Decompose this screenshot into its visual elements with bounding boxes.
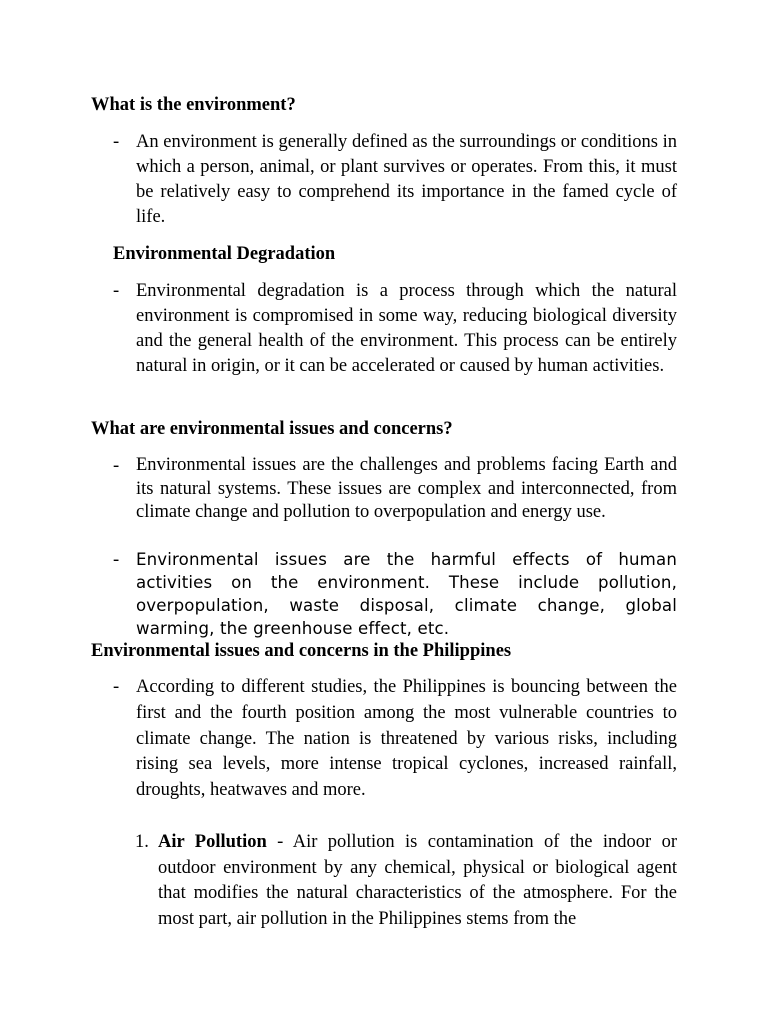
list-number: 1. xyxy=(135,832,149,852)
bullet-dash: - xyxy=(113,132,120,152)
term-air-pollution: Air Pollution xyxy=(158,832,267,852)
term-separator: - xyxy=(266,832,293,852)
bullet-text: According to different studies, the Philippines is bouncing between the first and the fourth position among the most vulnerable countries to climate change. The nation is threatened by various risks, including rising sea levels, more intense tropical cyclones, increased rainfall, droughts, heatwaves and more. xyxy=(136,677,677,801)
bullet-dash: - xyxy=(113,677,120,697)
bullet-dash: - xyxy=(113,456,120,476)
term-definition: Air pollution is contamination of the indoor or outdoor environment by any chemical, physical or biological agent that modifies the natural characteristics of the atmosphere. For the most part, air pollution in the Philippines stems from the xyxy=(158,832,677,929)
bullet-dash: - xyxy=(113,550,120,570)
bullet-text: Environmental issues are the challenges and problems facing Earth and its natural systems. These issues are complex and interconnected, from climate change and pollution to overpopulation and energy use. xyxy=(136,455,677,522)
bullet-text: Environmental issues are the harmful effects of human activities on the environment. These include pollution, overpopulation, waste disposal, climate change, global warming, the greenhouse effect, etc. xyxy=(136,550,677,638)
bullet-text: Environmental degradation is a process through which the natural environment is compromised in some way, reducing biological diversity and the general health of the environment. This process can be entirely natural in origin, or it can be accelerated or caused by human activities. xyxy=(136,281,677,376)
bullet-dash: - xyxy=(113,281,120,301)
heading-philippines-issues: Environmental issues and concerns in the Philippines xyxy=(91,641,512,661)
heading-environmental-degradation: Environmental Degradation xyxy=(113,244,336,264)
heading-environmental-issues: What are environmental issues and concerns? xyxy=(91,419,453,439)
numbered-item-text xyxy=(158,830,677,932)
bullet-text: An environment is generally defined as the surroundings or conditions in which a person, animal, or plant survives or operates. From this, it must be relatively easy to comprehend its importance in the famed cycle of life. xyxy=(136,132,677,227)
heading-what-is-environment: What is the environment? xyxy=(91,95,296,115)
